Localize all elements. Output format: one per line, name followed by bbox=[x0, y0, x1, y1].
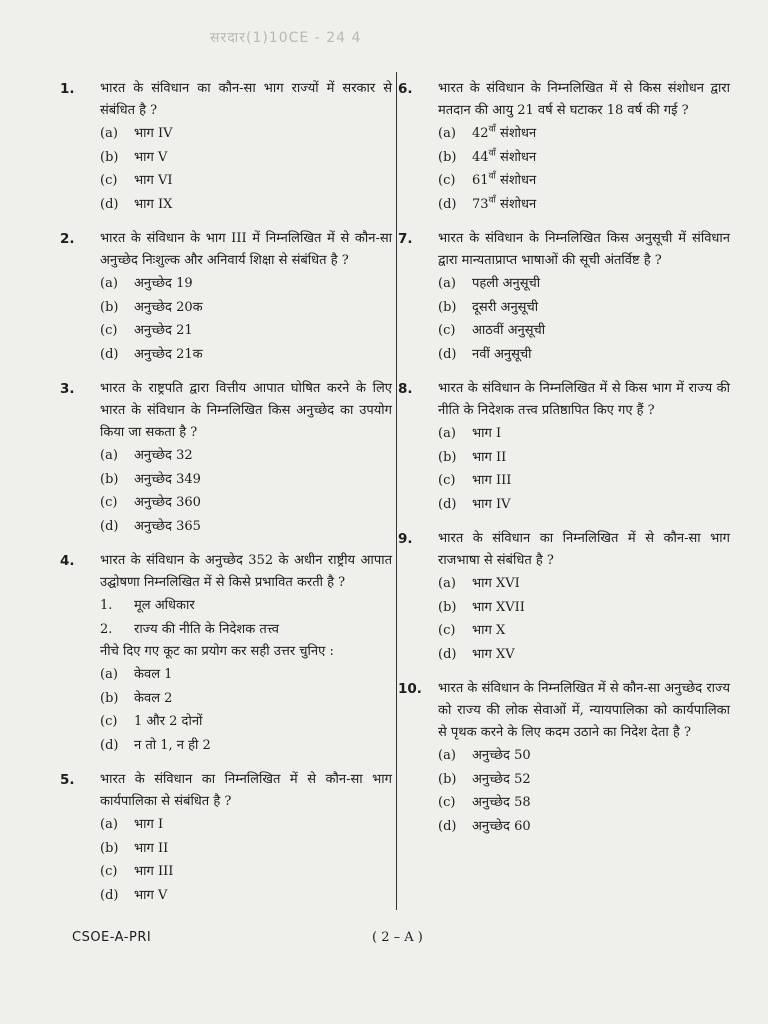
answer-option[interactable] bbox=[100, 734, 392, 758]
option-text bbox=[134, 343, 203, 367]
option-label: (b) bbox=[100, 690, 119, 706]
answer-option[interactable] bbox=[438, 319, 730, 343]
question bbox=[60, 769, 392, 907]
option-label: (d) bbox=[100, 518, 119, 534]
option-label: (c) bbox=[438, 623, 456, 638]
option-label: (d) bbox=[100, 737, 119, 753]
option-label: (d) bbox=[438, 346, 457, 362]
option-text bbox=[134, 860, 173, 884]
question-header bbox=[398, 528, 730, 572]
answer-option[interactable] bbox=[438, 815, 730, 839]
question bbox=[60, 550, 392, 757]
option-value: पहली अनुसूची bbox=[472, 276, 541, 291]
answer-option[interactable] bbox=[100, 272, 392, 296]
option-value: 73 bbox=[472, 196, 489, 212]
question-number: 4. bbox=[60, 553, 75, 569]
answer-option[interactable] bbox=[100, 515, 392, 539]
option-value: भाग IV bbox=[134, 126, 173, 141]
option-value: अनुच्छेद 58 bbox=[472, 795, 531, 810]
answer-option[interactable] bbox=[438, 446, 730, 470]
option-label: (c) bbox=[438, 795, 456, 810]
option-text bbox=[472, 469, 511, 493]
option-value: अनुच्छेद 32 bbox=[134, 448, 193, 463]
question-text: भारत के संविधान के निम्नलिखित में से कौन-सा अनुच्छेद राज्य को राज्य की लोक सेवाओं में, न्यायपालिका को कार्यपालिका से पृथक करने के लिए कदम उठाने का निदेश देता है ? bbox=[438, 681, 730, 740]
answer-option[interactable] bbox=[438, 768, 730, 792]
option-label: (b) bbox=[438, 299, 457, 315]
column-divider bbox=[396, 72, 397, 910]
question bbox=[60, 228, 392, 366]
option-text bbox=[134, 515, 201, 539]
question-number: 1. bbox=[60, 81, 75, 97]
question-text: भारत के संविधान के अनुच्छेद 352 के अधीन राष्ट्रीय आपात उद्घोषणा निम्नलिखित में से किसे प्रभावित करती है ? bbox=[100, 553, 392, 590]
question-text: भारत के संविधान के भाग III में निम्नलिखित में से कौन-सा अनुच्छेद निःशुल्क और अनिवार्य शिक्षा से संबंधित है ? bbox=[100, 231, 392, 268]
question bbox=[60, 378, 392, 538]
option-label: (a) bbox=[438, 276, 456, 291]
header-scribble: सरदार‍(1)10CE - 24 4 bbox=[210, 30, 362, 46]
statement-number: 2. bbox=[100, 621, 113, 637]
question bbox=[398, 678, 730, 838]
question-header bbox=[60, 228, 392, 272]
answer-option[interactable] bbox=[438, 791, 730, 815]
answer-option[interactable] bbox=[438, 572, 730, 596]
option-text bbox=[472, 815, 531, 839]
option-value: अनुच्छेद 349 bbox=[134, 471, 201, 487]
answer-option[interactable] bbox=[438, 296, 730, 320]
option-label: (a) bbox=[100, 126, 118, 141]
option-value: भाग XV bbox=[472, 646, 515, 662]
option-text bbox=[472, 319, 545, 343]
option-label: (d) bbox=[100, 346, 119, 362]
option-value: अनुच्छेद 21क bbox=[134, 346, 203, 362]
answer-option[interactable] bbox=[100, 122, 392, 146]
answer-option[interactable] bbox=[438, 422, 730, 446]
answer-option[interactable] bbox=[438, 343, 730, 367]
answer-option[interactable] bbox=[100, 319, 392, 343]
option-text bbox=[134, 296, 203, 320]
option-value: भाग IV bbox=[472, 496, 511, 512]
option-value: भाग II bbox=[472, 449, 507, 465]
answer-option[interactable] bbox=[438, 193, 730, 217]
option-text bbox=[472, 619, 505, 643]
option-value: भाग III bbox=[134, 864, 174, 879]
option-text bbox=[472, 422, 501, 446]
option-label: (b) bbox=[100, 299, 119, 315]
option-label: (c) bbox=[100, 714, 118, 729]
statement-number: 1. bbox=[100, 598, 113, 613]
ordinal-suffix: वाँ bbox=[488, 148, 496, 159]
option-text bbox=[472, 193, 536, 217]
option-text bbox=[134, 734, 211, 758]
option-label: (a) bbox=[100, 817, 118, 832]
option-value: अनुच्छेद 20क bbox=[134, 299, 203, 315]
option-value: 42 bbox=[472, 126, 489, 141]
ordinal-suffix: वाँ bbox=[488, 171, 496, 182]
option-label: (a) bbox=[100, 667, 118, 682]
answer-option[interactable] bbox=[100, 193, 392, 217]
option-value: अनुच्छेद 365 bbox=[134, 518, 201, 534]
option-text bbox=[134, 146, 167, 170]
answer-option[interactable] bbox=[438, 469, 730, 493]
question-header bbox=[60, 78, 392, 122]
option-value: 61 bbox=[472, 173, 489, 188]
option-label: (a) bbox=[100, 448, 118, 463]
option-text bbox=[472, 768, 531, 792]
option-value: भाग II bbox=[134, 840, 169, 856]
option-text bbox=[472, 493, 510, 517]
question-header bbox=[398, 678, 730, 744]
right-column bbox=[398, 78, 730, 850]
option-value: भाग XVII bbox=[472, 599, 525, 615]
option-label: (d) bbox=[438, 496, 457, 512]
option-value: भाग VI bbox=[134, 173, 173, 188]
answer-option[interactable] bbox=[100, 813, 392, 837]
option-text bbox=[134, 122, 172, 146]
option-value: दूसरी अनुसूची bbox=[472, 299, 539, 315]
left-column bbox=[60, 78, 392, 919]
question-text: भारत के संविधान के निम्नलिखित में से किस भाग में राज्य की नीति के निदेशक तत्त्व प्रतिष्ठापित किए गए हैं ? bbox=[438, 381, 730, 418]
option-text bbox=[134, 884, 167, 908]
question-header bbox=[398, 378, 730, 422]
question-number: 9. bbox=[398, 531, 413, 547]
option-value: अनुच्छेद 21 bbox=[134, 323, 193, 338]
option-text bbox=[472, 744, 531, 768]
answer-option[interactable] bbox=[438, 744, 730, 768]
option-value: केवल 1 bbox=[134, 667, 173, 682]
question-text: भारत के संविधान के निम्नलिखित में से किस संशोधन द्वारा मतदान की आयु 21 वर्ष से घटाकर 18 वर्ष की गई ? bbox=[438, 81, 730, 118]
option-text bbox=[472, 446, 506, 470]
option-value: नवीं अनुसूची bbox=[472, 346, 532, 362]
answer-option[interactable] bbox=[100, 491, 392, 515]
question-number: 7. bbox=[398, 231, 413, 247]
question-number: 2. bbox=[60, 231, 75, 247]
option-label: (d) bbox=[438, 646, 457, 662]
option-label: (c) bbox=[100, 323, 118, 338]
answer-option[interactable] bbox=[438, 643, 730, 667]
answer-option[interactable] bbox=[100, 687, 392, 711]
statement-list bbox=[100, 594, 392, 641]
question-header bbox=[60, 769, 392, 813]
statement-text: राज्य की नीति के निदेशक तत्त्व bbox=[134, 621, 279, 637]
option-value: भाग I bbox=[134, 817, 164, 832]
answer-option[interactable] bbox=[100, 468, 392, 492]
option-value: 44 bbox=[472, 149, 489, 165]
answer-option[interactable] bbox=[100, 884, 392, 908]
question-text: भारत के राष्ट्रपति द्वारा वित्तीय आपात घोषित करने के लिए भारत के संविधान के निम्नलिखित किस अनुच्छेद का उपयोग किया जा सकता है ? bbox=[100, 381, 392, 440]
option-list bbox=[100, 272, 392, 366]
option-label: (b) bbox=[438, 771, 457, 787]
answer-option[interactable] bbox=[100, 860, 392, 884]
question bbox=[398, 528, 730, 666]
statement bbox=[100, 594, 392, 618]
answer-option[interactable] bbox=[438, 619, 730, 643]
option-text bbox=[134, 837, 168, 861]
option-value: केवल 2 bbox=[134, 690, 173, 706]
option-value: अनुच्छेद 60 bbox=[472, 818, 531, 834]
answer-option[interactable] bbox=[100, 663, 392, 687]
option-text bbox=[134, 491, 201, 515]
option-value: 1 और 2 दोनों bbox=[134, 714, 203, 729]
question bbox=[398, 228, 730, 366]
option-list bbox=[438, 272, 730, 366]
option-list bbox=[100, 813, 392, 907]
option-label: (c) bbox=[438, 173, 456, 188]
question-header bbox=[60, 550, 392, 594]
answer-option[interactable] bbox=[438, 493, 730, 517]
option-label: (b) bbox=[100, 840, 119, 856]
option-label: (b) bbox=[438, 599, 457, 615]
question-header bbox=[398, 78, 730, 122]
option-value: भाग XVI bbox=[472, 576, 520, 591]
answer-option[interactable] bbox=[100, 296, 392, 320]
option-text bbox=[472, 146, 536, 170]
question-number: 3. bbox=[60, 381, 75, 397]
answer-option[interactable] bbox=[100, 169, 392, 193]
option-text bbox=[472, 296, 538, 320]
answer-option[interactable] bbox=[100, 444, 392, 468]
option-list bbox=[100, 444, 392, 538]
option-suffix-text: संशोधन bbox=[500, 196, 537, 212]
answer-option[interactable] bbox=[438, 122, 730, 146]
option-text bbox=[472, 596, 525, 620]
option-value: भाग III bbox=[472, 473, 512, 488]
option-text bbox=[134, 444, 193, 468]
statement bbox=[100, 618, 392, 642]
option-text bbox=[134, 687, 172, 711]
question-header bbox=[398, 228, 730, 272]
option-text bbox=[472, 343, 532, 367]
question-text: भारत के संविधान के निम्नलिखित किस अनुसूची में संविधान द्वारा मान्यताप्राप्त भाषाओं की सूची अंतर्विष्ट है ? bbox=[438, 231, 730, 268]
option-text bbox=[134, 663, 172, 687]
option-text bbox=[472, 643, 515, 667]
ordinal-suffix: वाँ bbox=[488, 124, 496, 135]
option-label: (c) bbox=[438, 473, 456, 488]
answer-option[interactable] bbox=[438, 596, 730, 620]
option-text bbox=[472, 272, 540, 296]
option-label: (a) bbox=[100, 276, 118, 291]
answer-option[interactable] bbox=[438, 272, 730, 296]
ordinal-suffix: वाँ bbox=[488, 195, 496, 206]
option-label: (a) bbox=[438, 576, 456, 591]
option-value: भाग IX bbox=[134, 196, 173, 212]
answer-option[interactable] bbox=[438, 146, 730, 170]
answer-option[interactable] bbox=[438, 169, 730, 193]
option-value: अनुच्छेद 52 bbox=[472, 771, 531, 787]
option-value: अनुच्छेद 50 bbox=[472, 748, 531, 763]
option-text bbox=[472, 572, 520, 596]
option-text bbox=[134, 813, 163, 837]
answer-option[interactable] bbox=[100, 837, 392, 861]
option-label: (b) bbox=[100, 149, 119, 165]
option-value: आठवीं अनुसूची bbox=[472, 323, 546, 338]
option-label: (c) bbox=[438, 323, 456, 338]
option-label: (b) bbox=[438, 449, 457, 465]
answer-option[interactable] bbox=[100, 343, 392, 367]
option-text bbox=[472, 169, 536, 193]
option-list bbox=[438, 744, 730, 838]
question-text: भारत के संविधान का कौन-सा भाग राज्यों में सरकार से संबंधित है ? bbox=[100, 81, 392, 118]
question-number: 10. bbox=[398, 681, 422, 697]
paper-code: CSOE-A-PRI bbox=[72, 930, 152, 945]
option-label: (c) bbox=[100, 864, 118, 879]
option-suffix-text: संशोधन bbox=[500, 149, 537, 165]
question-text: भारत के संविधान का निम्नलिखित में से कौन-सा भाग राजभाषा से संबंधित है ? bbox=[438, 531, 730, 568]
option-value: भाग X bbox=[472, 623, 506, 638]
option-text bbox=[134, 468, 201, 492]
option-label: (a) bbox=[438, 748, 456, 763]
question-text: भारत के संविधान का निम्नलिखित में से कौन-सा भाग कार्यपालिका से संबंधित है ? bbox=[100, 772, 392, 809]
option-text bbox=[472, 122, 536, 146]
option-list bbox=[438, 422, 730, 516]
option-list bbox=[438, 122, 730, 216]
option-text bbox=[134, 710, 202, 734]
option-value: अनुच्छेद 360 bbox=[134, 495, 201, 510]
option-text bbox=[134, 193, 172, 217]
option-label: (d) bbox=[100, 887, 119, 903]
statement-text: मूल अधिकार bbox=[134, 598, 195, 613]
option-label: (c) bbox=[100, 173, 118, 188]
option-label: (c) bbox=[100, 495, 118, 510]
option-label: (b) bbox=[100, 471, 119, 487]
answer-option[interactable] bbox=[100, 710, 392, 734]
question-number: 8. bbox=[398, 381, 413, 397]
option-label: (d) bbox=[438, 818, 457, 834]
page-number: ( 2 – A ) bbox=[372, 930, 423, 945]
option-value: भाग I bbox=[472, 426, 502, 441]
option-label: (a) bbox=[438, 426, 456, 441]
option-list bbox=[438, 572, 730, 666]
question bbox=[398, 78, 730, 216]
option-label: (d) bbox=[100, 196, 119, 212]
option-suffix-text: संशोधन bbox=[500, 126, 537, 141]
option-label: (d) bbox=[438, 196, 457, 212]
option-value: भाग V bbox=[134, 149, 168, 165]
option-label: (b) bbox=[438, 149, 457, 165]
option-value: भाग V bbox=[134, 887, 168, 903]
option-value: अनुच्छेद 19 bbox=[134, 276, 193, 291]
option-text bbox=[134, 272, 193, 296]
option-label: (a) bbox=[438, 126, 456, 141]
question bbox=[60, 78, 392, 216]
question-header bbox=[60, 378, 392, 444]
option-value: न तो 1, न ही 2 bbox=[134, 737, 211, 753]
instruction-text: नीचे दिए गए कूट का प्रयोग कर सही उत्तर चुनिए : bbox=[100, 644, 334, 659]
option-text bbox=[134, 169, 172, 193]
option-list bbox=[100, 663, 392, 757]
question bbox=[398, 378, 730, 516]
option-list bbox=[100, 122, 392, 216]
option-text bbox=[134, 319, 193, 343]
question-number: 5. bbox=[60, 772, 75, 788]
answer-option[interactable] bbox=[100, 146, 392, 170]
question-number: 6. bbox=[398, 81, 413, 97]
option-text bbox=[472, 791, 531, 815]
option-suffix-text: संशोधन bbox=[500, 173, 537, 188]
